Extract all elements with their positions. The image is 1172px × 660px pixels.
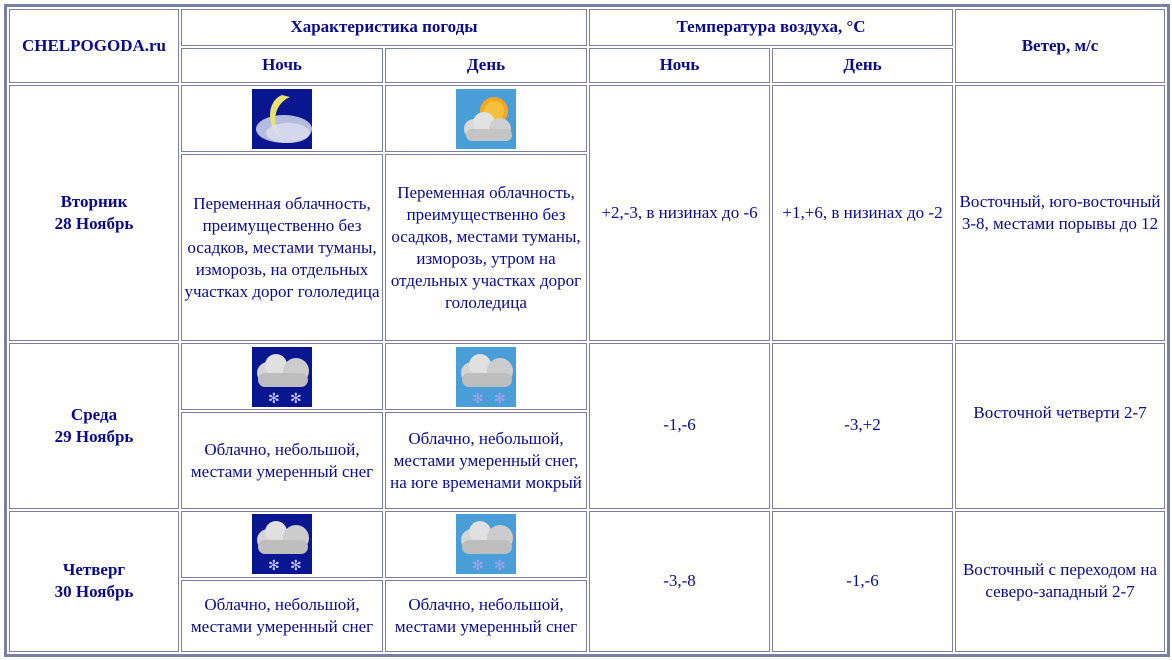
temp-day-cell: -1,-6 [772, 511, 953, 652]
sun-cloud-icon [456, 89, 516, 149]
weekday-label: Четверг [62, 560, 126, 580]
wind-cell: Восточный, юго-восточный 3-8, местами порывы до 12 [955, 85, 1165, 341]
temp-night-cell: -3,-8 [589, 511, 770, 652]
svg-text:✻: ✻ [494, 558, 506, 575]
temp-day-cell: -3,+2 [772, 343, 953, 509]
snow-cloud-day-icon [456, 514, 516, 574]
night-desc-cell: Переменная облачность, преимущественно без осадков, местами туманы, изморозь, на отдельных участках дорог гололедица [181, 154, 383, 340]
day-cell [9, 343, 179, 509]
brand-label: CHELPOGODA.ru [21, 35, 167, 55]
day-icon-cell [385, 511, 587, 579]
snow-cloud-day-icon [456, 347, 516, 407]
brand-cell [9, 9, 179, 83]
temp-night-header: Ночь [589, 48, 770, 83]
day-desc-cell: Облачно, небольшой, местами умеренный снег, на юге временами мокрый [385, 412, 587, 508]
day-desc-cell: Переменная облачность, преимущественно без осадков, местами туманы, изморозь, утром на отдельных участках дорог гололедица [385, 154, 587, 340]
date-label: 30 Ноябрь [54, 582, 134, 602]
weekday-label: Вторник [60, 191, 128, 211]
date-label: 29 Ноябрь [54, 426, 134, 446]
forecast-table [4, 4, 1170, 657]
night-icon-cell [181, 85, 383, 153]
moon-cloud-icon [252, 89, 312, 149]
weekday-label: Среда [70, 404, 118, 424]
day-cell [9, 511, 179, 652]
weather-group-header: Характеристика погоды [181, 9, 587, 46]
svg-text:✻: ✻ [290, 390, 302, 407]
wind-cell: Восточный с переходом на северо-западный 2-7 [955, 511, 1165, 652]
temp-day-cell: +1,+6, в низинах до -2 [772, 85, 953, 341]
svg-text:✻: ✻ [290, 558, 302, 575]
day-cell [9, 85, 179, 341]
svg-text:✻: ✻ [494, 390, 506, 407]
date-label: 28 Ноябрь [54, 213, 134, 233]
svg-text:✻: ✻ [472, 558, 484, 575]
day-icon-cell [385, 343, 587, 411]
temp-group-header: Температура воздуха, °C [589, 9, 953, 46]
svg-text:✻: ✻ [268, 390, 280, 407]
weather-day-header: День [385, 48, 587, 83]
night-icon-cell [181, 511, 383, 579]
snow-cloud-night-icon [252, 514, 312, 574]
svg-text:✻: ✻ [472, 390, 484, 407]
weather-night-header: Ночь [181, 48, 383, 83]
day-desc-cell: Облачно, небольшой, местами умеренный снег [385, 580, 587, 652]
temp-night-cell: +2,-3, в низинах до -6 [589, 85, 770, 341]
temp-night-cell: -1,-6 [589, 343, 770, 509]
temp-day-header: День [772, 48, 953, 83]
snow-cloud-night-icon [252, 347, 312, 407]
wind-cell: Восточной четверти 2-7 [955, 343, 1165, 509]
wind-header: Ветер, м/с [955, 9, 1165, 83]
night-desc-cell: Облачно, небольшой, местами умеренный снег [181, 412, 383, 508]
night-desc-cell: Облачно, небольшой, местами умеренный снег [181, 580, 383, 652]
day-icon-cell [385, 85, 587, 153]
svg-text:✻: ✻ [268, 558, 280, 575]
night-icon-cell [181, 343, 383, 411]
